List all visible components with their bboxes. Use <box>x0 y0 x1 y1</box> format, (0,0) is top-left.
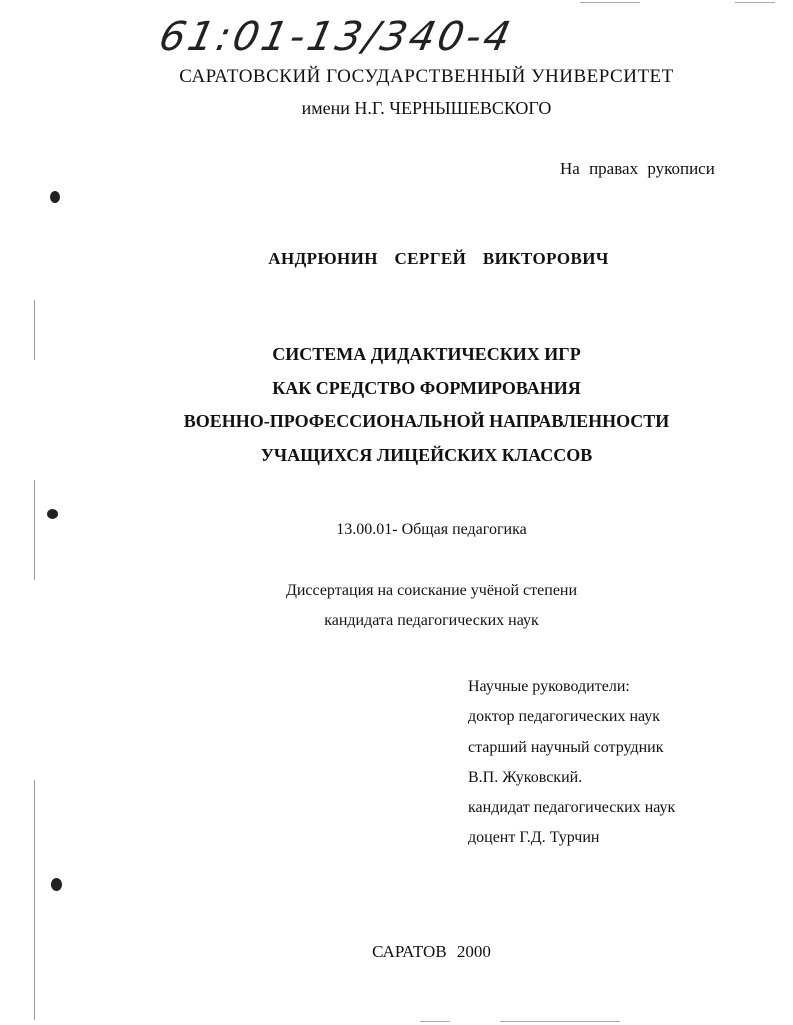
title-line: СИСТЕМА ДИДАКТИЧЕСКИХ ИГР <box>272 344 581 364</box>
archive-number-handwritten: 61:01-13/340-4 <box>155 14 518 60</box>
scan-edge-line <box>500 1021 620 1022</box>
title-line: КАК СРЕДСТВО ФОРМИРОВАНИЯ <box>272 377 581 398</box>
supervisor-line: В.П. Жуковский. <box>468 768 583 786</box>
supervisors-block <box>468 672 675 854</box>
manuscript-rights-note: На правах рукописи <box>560 159 715 178</box>
dissertation-degree-line-2: кандидата педагогических наук <box>324 612 539 629</box>
binding-hole-mark <box>47 509 58 519</box>
supervisor-line: доцент Г.Д. Турчин <box>468 829 600 847</box>
city-year: САРАТОВ 2000 <box>372 942 491 961</box>
university-name: САРАТОВСКИЙ ГОСУДАРСТВЕННЫЙ УНИВЕРСИТЕТ <box>179 66 674 87</box>
title-line: ВОЕННО-ПРОФЕССИОНАЛЬНОЙ НАПРАВЛЕННОСТИ <box>183 411 670 431</box>
supervisor-line: старший научный сотрудник <box>468 738 664 756</box>
scan-edge-line <box>34 300 35 360</box>
scan-edge-line <box>34 780 35 1020</box>
specialty-code: 13.00.01- Общая педагогика <box>336 521 527 538</box>
supervisor-line: кандидат педагогических наук <box>468 799 676 817</box>
title-line: УЧАЩИХСЯ ЛИЦЕЙСКИХ КЛАССОВ <box>260 444 593 465</box>
author-name: АНДРЮНИН СЕРГЕЙ ВИКТОРОВИЧ <box>268 249 609 268</box>
scan-edge-line <box>34 480 35 580</box>
dissertation-title <box>0 338 793 472</box>
binding-hole-mark <box>51 878 62 891</box>
university-named-after: имени Н.Г. ЧЕРНЫШЕВСКОГО <box>301 98 552 118</box>
scan-edge-line <box>735 2 775 3</box>
supervisor-line: доктор педагогических наук <box>468 708 661 726</box>
scan-edge-line <box>420 1021 450 1022</box>
binding-hole-mark <box>50 191 60 203</box>
supervisors-heading: Научные руководители: <box>468 678 630 695</box>
scan-edge-line <box>580 2 640 3</box>
dissertation-degree-line-1: Диссертация на соискание учёной степени <box>285 582 578 599</box>
